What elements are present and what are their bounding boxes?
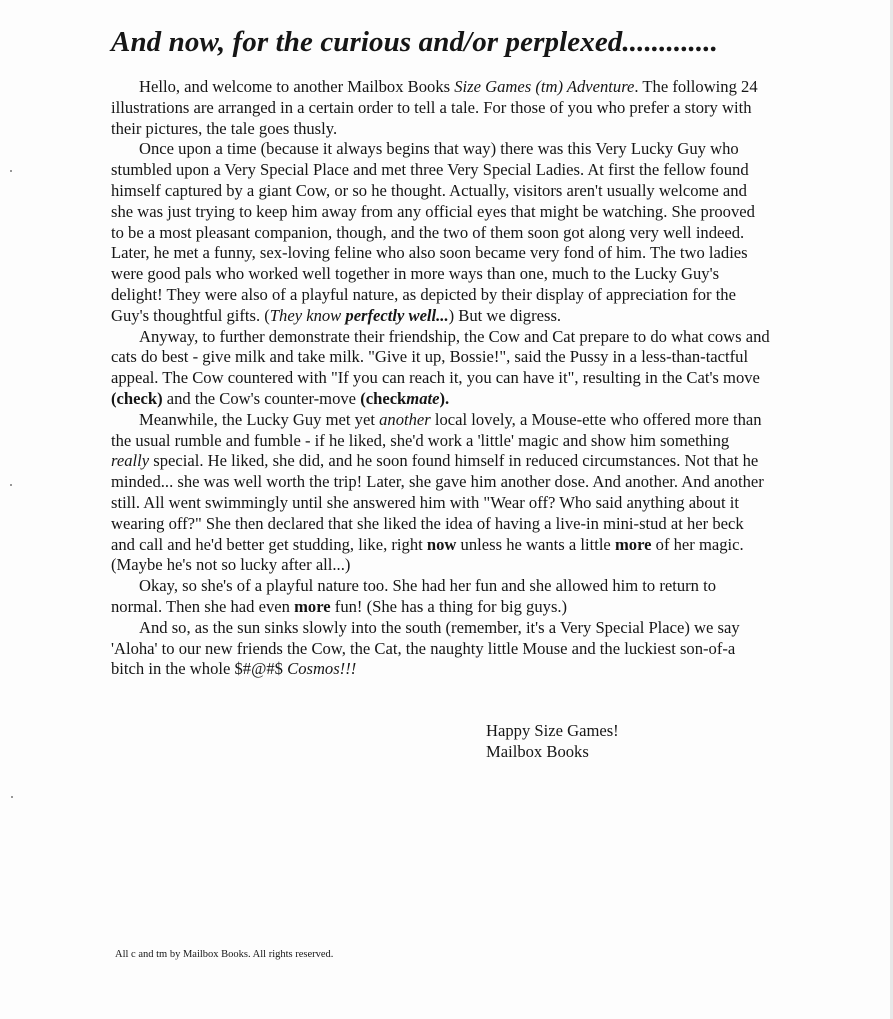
- emphasis-text: another: [379, 409, 431, 429]
- signoff-publisher: Mailbox Books: [486, 742, 589, 761]
- emphasis-text: ).: [439, 388, 450, 408]
- story-paragraph: [111, 576, 771, 618]
- story-paragraph: [111, 139, 771, 326]
- emphasis-text: (check: [360, 388, 407, 408]
- emphasis-text: Cosmos!!!: [287, 659, 357, 679]
- story-paragraph: [111, 77, 771, 139]
- story-paragraph: [111, 410, 771, 576]
- scan-speck: [10, 170, 12, 172]
- emphasis-text: [406, 389, 439, 408]
- emphasis-text: more: [614, 534, 652, 554]
- emphasis-text: mate: [406, 388, 440, 408]
- text-run: and the Cow's counter-move: [162, 388, 361, 408]
- text-run: unless he wants a little: [456, 534, 615, 554]
- emphasis-text: (check): [111, 388, 163, 408]
- text-run: fun! (She has a thing for big guys.): [330, 596, 568, 616]
- emphasis-text: now: [426, 534, 457, 554]
- text-run: Once upon a time (because it always begins that way) there was this Very Lucky Guy who stumbled upon a Very Special Place and met three Very Special Ladies. At first the fellow found himself captured by a giant Cow, or so he thought. Actually, visitors aren't usually welcome and she was just trying to keep him away from any official eyes that might be watching. She prooved to be a most pleasant companion, though, and the two of them soon got along very well indeed. Later, he met a funny, sex-loving feline who also soon became very fond of him. The two ladies were good pals who worked well together in more ways than one, much to the Lucky Guy's delight! They were also of a playful nature, as depicted by their display of appreciation for the Guy's thoughtful gifts. (: [111, 139, 755, 325]
- text-run: ) But we digress.: [448, 305, 562, 325]
- emphasis-text: Size Games (tm) Adventure: [454, 77, 635, 96]
- scan-speck: [11, 796, 13, 798]
- story-paragraph: [111, 618, 771, 680]
- signoff: [486, 720, 619, 762]
- copyright-footer: All c and tm by Mailbox Books. All rights reserved.: [115, 949, 334, 960]
- text-run: Anyway, to further demonstrate their friendship, the Cow and Cat prepare to do what cows and cats do best - give milk and take milk. "Give it up, Bossie!", said the Pussy in a less-than-tactful appeal. The Cow countered with "If you can reach it, you can have it", resulting in the Cat's move: [111, 326, 770, 388]
- text-run: special. He liked, she did, and he soon found himself in reduced circumstances. Not that he minded... she was well worth the trip! Later, she gave him another dose. And another. And another still. All went swimmingly until she answered him with "Wear off? Who said anything about it wearing off?" She then declared that she liked the idea of having a live-in mini-stud at her beck and call and he'd better get studding, like, right: [111, 451, 764, 554]
- text-run: . The following 24 illustrations are arranged in a certain order to tell a tale. For those of you who prefer a story with their pictures, the tale goes thusly.: [111, 77, 758, 138]
- page-title: And now, for the curious and/or perplexed.............: [111, 26, 718, 58]
- emphasis-text: perfectly well...: [345, 305, 449, 325]
- text-run: Okay, so she's of a playful nature too. She had her fun and she allowed him to return to normal. Then she had even: [111, 576, 717, 616]
- emphasis-text: [345, 306, 448, 325]
- emphasis-text: They know: [269, 305, 346, 325]
- text-run: of her magic. (Maybe he's not so lucky after all...): [111, 534, 744, 575]
- scan-speck: [10, 484, 12, 486]
- emphasis-text: more: [294, 596, 331, 616]
- story-body: [111, 77, 771, 680]
- emphasis-text: really: [111, 451, 150, 471]
- story-paragraph: [111, 327, 771, 410]
- text-run: local lovely, a Mouse-ette who offered more than the usual rumble and fumble - if he liked, she'd work a 'little' magic and show him something: [111, 409, 762, 450]
- signoff-greeting: Happy Size Games!: [486, 721, 619, 740]
- text-run: Meanwhile, the Lucky Guy met yet: [139, 409, 380, 429]
- text-run: And so, as the sun sinks slowly into the south (remember, it's a Very Special Place) we say 'Aloha' to our new friends the Cow, the Cat, the naughty little Mouse and the luckiest son-of-a bitch in the whole $#@#$: [111, 617, 740, 679]
- text-run: Hello, and welcome to another Mailbox Books: [139, 77, 455, 96]
